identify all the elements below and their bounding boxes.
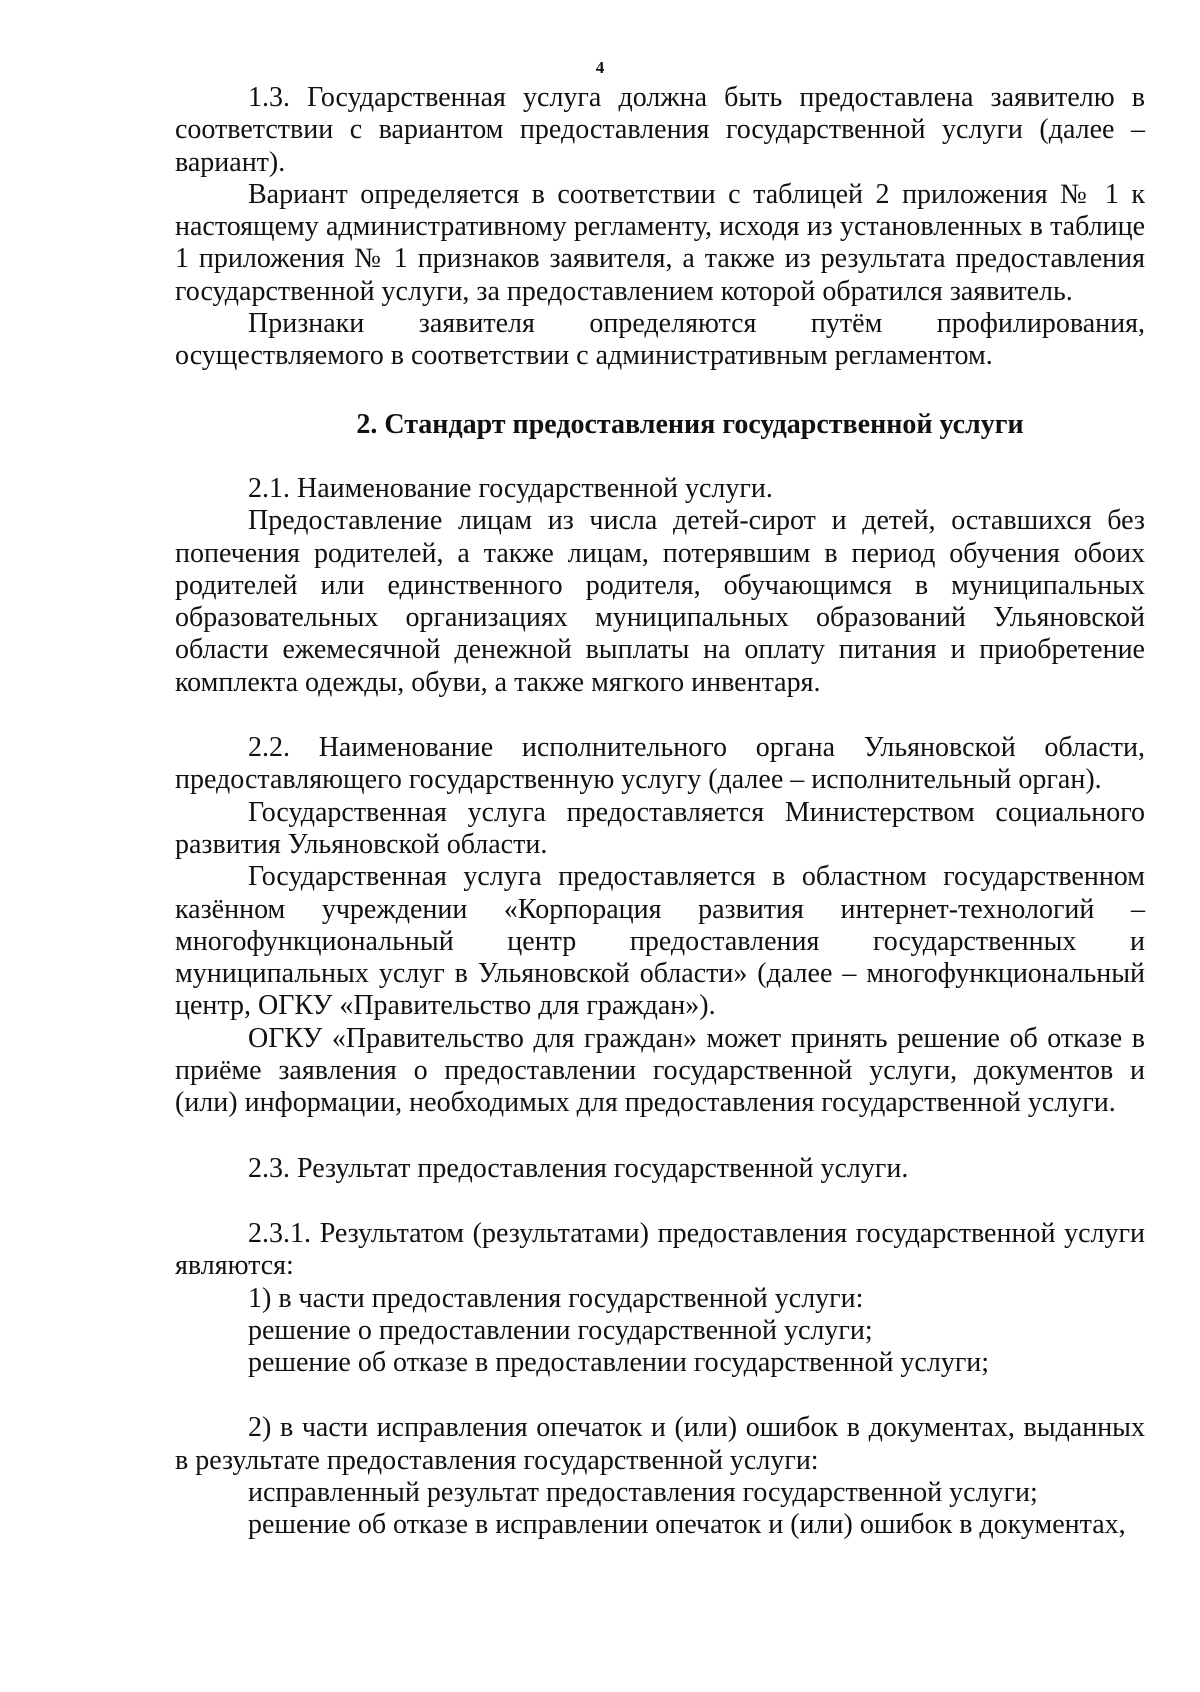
spacer [175,699,1145,732]
document-body [175,82,1145,1542]
paragraph-2-2: 2.2. Наименование исполнительного органа Ульяновской области, предоставляющего государственную услугу (далее – исполнительный орган). [175,732,1145,796]
paragraph-2-1: 2.1. Наименование государственной услуги. [248,472,773,504]
page-number: 4 [595,58,605,77]
paragraph-2-2-mfc: Государственная услуга предоставляется в областном государственном казённом учреждении «Корпорация развития интернет-технологий – многофункциональный центр предоставления государственных и муниципальных услуг в Ульяновской области» (далее – многофункциональный центр, ОГКУ «Правительство для граждан»). [175,861,1145,1022]
paragraph-2-3-1: 2.3.1. Результатом (результатами) предоставления государственной услуги являются: [175,1217,1145,1282]
paragraph-2-1-text: Предоставление лицам из числа детей-сирот и детей, оставшихся без попечения родителей, а также лицам, потерявшим в период обучения обоих родителей или единственного родителя, обучающимся в муниципальных образовательных организациях муниципальных образований Ульяновской области ежемесячной денежной выплаты на оплату питания и приобретение комплекта одежды, обуви, а также мягкого инвентаря. [175,505,1145,698]
list-item-2-a: исправленный результат предоставления государственной услуги; [248,1476,1038,1508]
paragraph-2-2-refusal: ОГКУ «Правительство для граждан» может принять решение об отказе в приёме заявления о предоставлении государственной услуги, документов и (или) информации, необходимых для предоставления государственной услуги. [175,1022,1145,1119]
paragraph-2-2-ministry: Государственная услуга предоставляется Министерством социального развития Ульяновской области. [175,796,1145,860]
spacer [175,1185,1145,1218]
paragraph-variant: Вариант определяется в соответствии с таблицей 2 приложения № 1 к настоящему административному регламенту, исходя из установленных в таблице 1 приложения № 1 признаков заявителя, а также из результата предоставления государственной услуги, за предоставлением которой обратился заявитель. [175,178,1145,307]
paragraph-applicant-signs: Признаки заявителя определяются путём профилирования, осуществляемого в соответствии с административным регламентом. [175,308,1145,372]
paragraph-2-3: 2.3. Результат предоставления государственной услуги. [248,1152,909,1184]
spacer [175,373,1145,409]
list-item-2-b: решение об отказе в исправлении опечаток и (или) ошибок в документах, [248,1509,1126,1541]
list-item-2: 2) в части исправления опечаток и (или) ошибок в документах, выданных в результате предоставления государственной услуги: [175,1412,1145,1476]
list-item-1-a: решение о предоставлении государственной услуги; [248,1314,873,1346]
spacer [175,441,1145,473]
paragraph-1-3: 1.3. Государственная услуга должна быть предоставлена заявителю в соответствии с вариантом предоставления государственной услуги (далее – вариант). [175,82,1145,178]
section-2-heading: 2. Стандарт предоставления государственной услуги [356,408,1024,440]
list-item-1-b: решение об отказе в предоставлении государственной услуги; [248,1347,990,1379]
spacer [175,1120,1145,1153]
spacer [175,1379,1145,1412]
list-item-1: 1) в части предоставления государственной услуги: [248,1282,864,1314]
